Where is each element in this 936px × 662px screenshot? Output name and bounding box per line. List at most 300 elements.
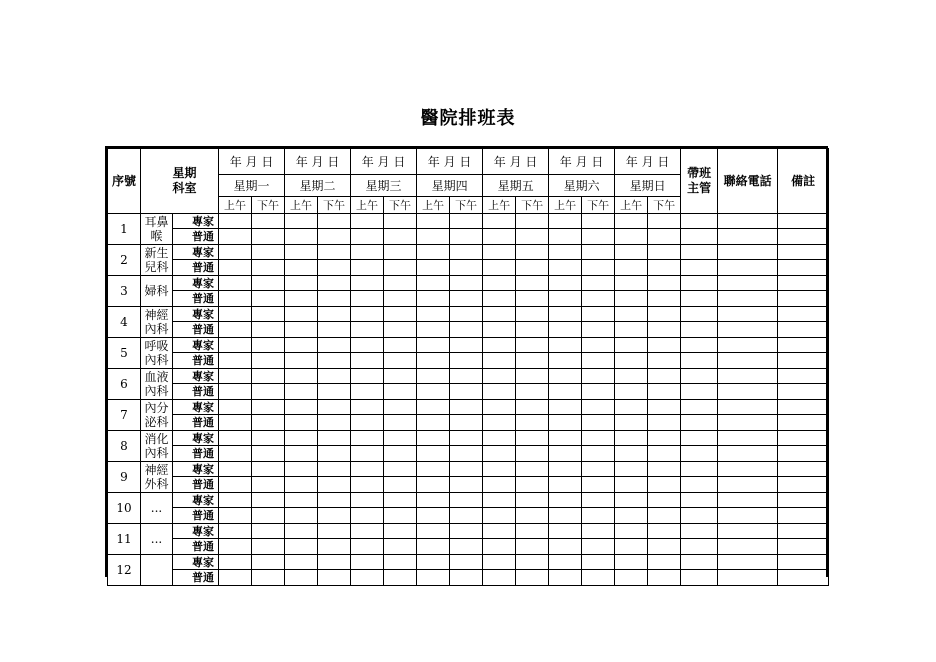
phone-cell[interactable]: [718, 400, 778, 415]
shift-cell[interactable]: [285, 245, 318, 260]
shift-cell[interactable]: [648, 338, 681, 353]
shift-cell[interactable]: [318, 400, 351, 415]
phone-cell[interactable]: [718, 369, 778, 384]
shift-cell[interactable]: [252, 524, 285, 539]
shift-cell[interactable]: [252, 291, 285, 307]
shift-cell[interactable]: [483, 508, 516, 524]
shift-cell[interactable]: [450, 493, 483, 508]
shift-cell[interactable]: [384, 400, 417, 415]
shift-cell[interactable]: [252, 508, 285, 524]
shift-cell[interactable]: [450, 214, 483, 229]
shift-cell[interactable]: [648, 570, 681, 586]
supervisor-cell[interactable]: [681, 446, 718, 462]
shift-cell[interactable]: [285, 229, 318, 245]
shift-cell[interactable]: [384, 276, 417, 291]
shift-cell[interactable]: [516, 431, 549, 446]
remarks-cell[interactable]: [778, 369, 829, 384]
shift-cell[interactable]: [582, 446, 615, 462]
shift-cell[interactable]: [219, 570, 252, 586]
shift-cell[interactable]: [615, 291, 648, 307]
shift-cell[interactable]: [285, 462, 318, 477]
shift-cell[interactable]: [615, 446, 648, 462]
shift-cell[interactable]: [549, 307, 582, 322]
shift-cell[interactable]: [351, 229, 384, 245]
shift-cell[interactable]: [516, 446, 549, 462]
shift-cell[interactable]: [384, 260, 417, 276]
shift-cell[interactable]: [417, 555, 450, 570]
shift-cell[interactable]: [219, 524, 252, 539]
remarks-cell[interactable]: [778, 229, 829, 245]
shift-cell[interactable]: [285, 338, 318, 353]
shift-cell[interactable]: [285, 570, 318, 586]
shift-cell[interactable]: [516, 493, 549, 508]
shift-cell[interactable]: [450, 322, 483, 338]
remarks-cell[interactable]: [778, 415, 829, 431]
phone-cell[interactable]: [718, 431, 778, 446]
shift-cell[interactable]: [384, 353, 417, 369]
shift-cell[interactable]: [483, 245, 516, 260]
shift-cell[interactable]: [582, 384, 615, 400]
shift-cell[interactable]: [351, 477, 384, 493]
shift-cell[interactable]: [483, 338, 516, 353]
shift-cell[interactable]: [417, 400, 450, 415]
shift-cell[interactable]: [252, 477, 285, 493]
shift-cell[interactable]: [516, 369, 549, 384]
shift-cell[interactable]: [549, 446, 582, 462]
shift-cell[interactable]: [582, 524, 615, 539]
shift-cell[interactable]: [615, 214, 648, 229]
shift-cell[interactable]: [582, 245, 615, 260]
shift-cell[interactable]: [450, 245, 483, 260]
shift-cell[interactable]: [219, 307, 252, 322]
shift-cell[interactable]: [219, 214, 252, 229]
shift-cell[interactable]: [483, 431, 516, 446]
shift-cell[interactable]: [351, 462, 384, 477]
shift-cell[interactable]: [219, 400, 252, 415]
shift-cell[interactable]: [351, 322, 384, 338]
shift-cell[interactable]: [252, 214, 285, 229]
shift-cell[interactable]: [351, 338, 384, 353]
shift-cell[interactable]: [582, 400, 615, 415]
shift-cell[interactable]: [285, 260, 318, 276]
shift-cell[interactable]: [351, 384, 384, 400]
shift-cell[interactable]: [384, 508, 417, 524]
shift-cell[interactable]: [483, 415, 516, 431]
shift-cell[interactable]: [615, 539, 648, 555]
shift-cell[interactable]: [318, 245, 351, 260]
remarks-cell[interactable]: [778, 214, 829, 229]
shift-cell[interactable]: [252, 369, 285, 384]
shift-cell[interactable]: [219, 353, 252, 369]
supervisor-cell[interactable]: [681, 570, 718, 586]
shift-cell[interactable]: [582, 260, 615, 276]
supervisor-cell[interactable]: [681, 539, 718, 555]
remarks-cell[interactable]: [778, 555, 829, 570]
shift-cell[interactable]: [417, 260, 450, 276]
shift-cell[interactable]: [285, 369, 318, 384]
shift-cell[interactable]: [450, 555, 483, 570]
phone-cell[interactable]: [718, 508, 778, 524]
shift-cell[interactable]: [549, 260, 582, 276]
shift-cell[interactable]: [252, 276, 285, 291]
shift-cell[interactable]: [351, 245, 384, 260]
shift-cell[interactable]: [384, 369, 417, 384]
remarks-cell[interactable]: [778, 384, 829, 400]
shift-cell[interactable]: [648, 276, 681, 291]
shift-cell[interactable]: [318, 307, 351, 322]
shift-cell[interactable]: [318, 431, 351, 446]
shift-cell[interactable]: [615, 384, 648, 400]
shift-cell[interactable]: [252, 555, 285, 570]
shift-cell[interactable]: [219, 555, 252, 570]
phone-cell[interactable]: [718, 322, 778, 338]
phone-cell[interactable]: [718, 570, 778, 586]
phone-cell[interactable]: [718, 338, 778, 353]
shift-cell[interactable]: [384, 462, 417, 477]
shift-cell[interactable]: [252, 446, 285, 462]
shift-cell[interactable]: [582, 307, 615, 322]
shift-cell[interactable]: [351, 214, 384, 229]
supervisor-cell[interactable]: [681, 462, 718, 477]
shift-cell[interactable]: [615, 555, 648, 570]
shift-cell[interactable]: [483, 446, 516, 462]
supervisor-cell[interactable]: [681, 338, 718, 353]
shift-cell[interactable]: [351, 493, 384, 508]
shift-cell[interactable]: [483, 291, 516, 307]
supervisor-cell[interactable]: [681, 307, 718, 322]
shift-cell[interactable]: [219, 291, 252, 307]
remarks-cell[interactable]: [778, 338, 829, 353]
supervisor-cell[interactable]: [681, 291, 718, 307]
shift-cell[interactable]: [417, 353, 450, 369]
remarks-cell[interactable]: [778, 307, 829, 322]
shift-cell[interactable]: [483, 493, 516, 508]
shift-cell[interactable]: [582, 415, 615, 431]
phone-cell[interactable]: [718, 353, 778, 369]
remarks-cell[interactable]: [778, 322, 829, 338]
phone-cell[interactable]: [718, 555, 778, 570]
shift-cell[interactable]: [450, 338, 483, 353]
phone-cell[interactable]: [718, 214, 778, 229]
shift-cell[interactable]: [384, 384, 417, 400]
shift-cell[interactable]: [219, 493, 252, 508]
shift-cell[interactable]: [450, 276, 483, 291]
shift-cell[interactable]: [648, 524, 681, 539]
shift-cell[interactable]: [648, 229, 681, 245]
shift-cell[interactable]: [450, 353, 483, 369]
shift-cell[interactable]: [351, 260, 384, 276]
shift-cell[interactable]: [582, 493, 615, 508]
shift-cell[interactable]: [648, 260, 681, 276]
phone-cell[interactable]: [718, 539, 778, 555]
shift-cell[interactable]: [516, 260, 549, 276]
shift-cell[interactable]: [252, 229, 285, 245]
shift-cell[interactable]: [450, 539, 483, 555]
shift-cell[interactable]: [483, 462, 516, 477]
shift-cell[interactable]: [648, 322, 681, 338]
shift-cell[interactable]: [648, 400, 681, 415]
shift-cell[interactable]: [384, 229, 417, 245]
shift-cell[interactable]: [483, 400, 516, 415]
shift-cell[interactable]: [285, 353, 318, 369]
shift-cell[interactable]: [615, 229, 648, 245]
shift-cell[interactable]: [417, 307, 450, 322]
shift-cell[interactable]: [516, 539, 549, 555]
shift-cell[interactable]: [516, 555, 549, 570]
shift-cell[interactable]: [582, 353, 615, 369]
shift-cell[interactable]: [582, 570, 615, 586]
shift-cell[interactable]: [648, 555, 681, 570]
shift-cell[interactable]: [417, 524, 450, 539]
remarks-cell[interactable]: [778, 291, 829, 307]
shift-cell[interactable]: [219, 384, 252, 400]
shift-cell[interactable]: [417, 276, 450, 291]
shift-cell[interactable]: [615, 508, 648, 524]
shift-cell[interactable]: [219, 369, 252, 384]
supervisor-cell[interactable]: [681, 508, 718, 524]
shift-cell[interactable]: [582, 555, 615, 570]
shift-cell[interactable]: [285, 477, 318, 493]
supervisor-cell[interactable]: [681, 431, 718, 446]
shift-cell[interactable]: [384, 245, 417, 260]
shift-cell[interactable]: [483, 524, 516, 539]
supervisor-cell[interactable]: [681, 229, 718, 245]
shift-cell[interactable]: [417, 245, 450, 260]
supervisor-cell[interactable]: [681, 245, 718, 260]
shift-cell[interactable]: [516, 214, 549, 229]
shift-cell[interactable]: [549, 477, 582, 493]
remarks-cell[interactable]: [778, 276, 829, 291]
shift-cell[interactable]: [285, 431, 318, 446]
phone-cell[interactable]: [718, 477, 778, 493]
shift-cell[interactable]: [318, 229, 351, 245]
shift-cell[interactable]: [351, 353, 384, 369]
shift-cell[interactable]: [483, 384, 516, 400]
shift-cell[interactable]: [318, 446, 351, 462]
phone-cell[interactable]: [718, 462, 778, 477]
shift-cell[interactable]: [582, 462, 615, 477]
supervisor-cell[interactable]: [681, 477, 718, 493]
shift-cell[interactable]: [417, 539, 450, 555]
shift-cell[interactable]: [417, 229, 450, 245]
shift-cell[interactable]: [417, 570, 450, 586]
shift-cell[interactable]: [285, 415, 318, 431]
remarks-cell[interactable]: [778, 570, 829, 586]
shift-cell[interactable]: [648, 539, 681, 555]
shift-cell[interactable]: [648, 493, 681, 508]
shift-cell[interactable]: [384, 570, 417, 586]
shift-cell[interactable]: [384, 555, 417, 570]
phone-cell[interactable]: [718, 245, 778, 260]
shift-cell[interactable]: [450, 260, 483, 276]
shift-cell[interactable]: [285, 555, 318, 570]
supervisor-cell[interactable]: [681, 322, 718, 338]
shift-cell[interactable]: [285, 539, 318, 555]
shift-cell[interactable]: [450, 384, 483, 400]
shift-cell[interactable]: [351, 524, 384, 539]
shift-cell[interactable]: [582, 276, 615, 291]
shift-cell[interactable]: [417, 322, 450, 338]
shift-cell[interactable]: [582, 539, 615, 555]
shift-cell[interactable]: [450, 570, 483, 586]
shift-cell[interactable]: [384, 338, 417, 353]
shift-cell[interactable]: [483, 555, 516, 570]
remarks-cell[interactable]: [778, 493, 829, 508]
shift-cell[interactable]: [615, 415, 648, 431]
shift-cell[interactable]: [615, 322, 648, 338]
shift-cell[interactable]: [318, 570, 351, 586]
shift-cell[interactable]: [318, 353, 351, 369]
shift-cell[interactable]: [351, 539, 384, 555]
remarks-cell[interactable]: [778, 462, 829, 477]
shift-cell[interactable]: [582, 369, 615, 384]
shift-cell[interactable]: [417, 431, 450, 446]
shift-cell[interactable]: [318, 524, 351, 539]
shift-cell[interactable]: [615, 276, 648, 291]
shift-cell[interactable]: [417, 338, 450, 353]
shift-cell[interactable]: [285, 291, 318, 307]
shift-cell[interactable]: [549, 384, 582, 400]
shift-cell[interactable]: [318, 338, 351, 353]
shift-cell[interactable]: [219, 431, 252, 446]
remarks-cell[interactable]: [778, 431, 829, 446]
shift-cell[interactable]: [252, 260, 285, 276]
shift-cell[interactable]: [318, 260, 351, 276]
shift-cell[interactable]: [615, 245, 648, 260]
phone-cell[interactable]: [718, 524, 778, 539]
supervisor-cell[interactable]: [681, 415, 718, 431]
shift-cell[interactable]: [450, 369, 483, 384]
shift-cell[interactable]: [615, 400, 648, 415]
shift-cell[interactable]: [648, 369, 681, 384]
shift-cell[interactable]: [219, 245, 252, 260]
shift-cell[interactable]: [417, 214, 450, 229]
shift-cell[interactable]: [582, 214, 615, 229]
shift-cell[interactable]: [219, 477, 252, 493]
shift-cell[interactable]: [285, 508, 318, 524]
shift-cell[interactable]: [219, 462, 252, 477]
shift-cell[interactable]: [648, 245, 681, 260]
remarks-cell[interactable]: [778, 353, 829, 369]
shift-cell[interactable]: [549, 322, 582, 338]
shift-cell[interactable]: [549, 462, 582, 477]
shift-cell[interactable]: [285, 307, 318, 322]
phone-cell[interactable]: [718, 493, 778, 508]
phone-cell[interactable]: [718, 291, 778, 307]
shift-cell[interactable]: [582, 229, 615, 245]
shift-cell[interactable]: [318, 508, 351, 524]
shift-cell[interactable]: [252, 307, 285, 322]
shift-cell[interactable]: [516, 508, 549, 524]
shift-cell[interactable]: [417, 508, 450, 524]
shift-cell[interactable]: [615, 524, 648, 539]
shift-cell[interactable]: [516, 276, 549, 291]
shift-cell[interactable]: [648, 214, 681, 229]
phone-cell[interactable]: [718, 276, 778, 291]
shift-cell[interactable]: [516, 291, 549, 307]
shift-cell[interactable]: [615, 462, 648, 477]
shift-cell[interactable]: [549, 229, 582, 245]
shift-cell[interactable]: [483, 276, 516, 291]
shift-cell[interactable]: [219, 260, 252, 276]
shift-cell[interactable]: [351, 446, 384, 462]
shift-cell[interactable]: [318, 462, 351, 477]
shift-cell[interactable]: [450, 508, 483, 524]
shift-cell[interactable]: [648, 384, 681, 400]
shift-cell[interactable]: [252, 493, 285, 508]
shift-cell[interactable]: [582, 431, 615, 446]
shift-cell[interactable]: [219, 276, 252, 291]
shift-cell[interactable]: [615, 477, 648, 493]
supervisor-cell[interactable]: [681, 260, 718, 276]
shift-cell[interactable]: [318, 555, 351, 570]
shift-cell[interactable]: [648, 508, 681, 524]
shift-cell[interactable]: [549, 369, 582, 384]
phone-cell[interactable]: [718, 415, 778, 431]
shift-cell[interactable]: [483, 570, 516, 586]
shift-cell[interactable]: [318, 276, 351, 291]
shift-cell[interactable]: [516, 462, 549, 477]
shift-cell[interactable]: [549, 555, 582, 570]
shift-cell[interactable]: [351, 369, 384, 384]
shift-cell[interactable]: [582, 322, 615, 338]
shift-cell[interactable]: [285, 384, 318, 400]
shift-cell[interactable]: [648, 415, 681, 431]
shift-cell[interactable]: [417, 291, 450, 307]
shift-cell[interactable]: [252, 570, 285, 586]
shift-cell[interactable]: [318, 415, 351, 431]
remarks-cell[interactable]: [778, 539, 829, 555]
shift-cell[interactable]: [252, 415, 285, 431]
shift-cell[interactable]: [252, 245, 285, 260]
shift-cell[interactable]: [549, 570, 582, 586]
shift-cell[interactable]: [219, 446, 252, 462]
shift-cell[interactable]: [384, 493, 417, 508]
shift-cell[interactable]: [516, 570, 549, 586]
shift-cell[interactable]: [648, 446, 681, 462]
phone-cell[interactable]: [718, 307, 778, 322]
shift-cell[interactable]: [318, 477, 351, 493]
shift-cell[interactable]: [351, 276, 384, 291]
shift-cell[interactable]: [351, 291, 384, 307]
shift-cell[interactable]: [252, 400, 285, 415]
shift-cell[interactable]: [483, 539, 516, 555]
shift-cell[interactable]: [252, 462, 285, 477]
shift-cell[interactable]: [582, 338, 615, 353]
shift-cell[interactable]: [615, 431, 648, 446]
shift-cell[interactable]: [318, 369, 351, 384]
shift-cell[interactable]: [351, 555, 384, 570]
shift-cell[interactable]: [384, 307, 417, 322]
shift-cell[interactable]: [351, 400, 384, 415]
remarks-cell[interactable]: [778, 524, 829, 539]
shift-cell[interactable]: [615, 307, 648, 322]
shift-cell[interactable]: [483, 477, 516, 493]
shift-cell[interactable]: [549, 524, 582, 539]
shift-cell[interactable]: [615, 570, 648, 586]
shift-cell[interactable]: [450, 524, 483, 539]
shift-cell[interactable]: [549, 276, 582, 291]
shift-cell[interactable]: [318, 539, 351, 555]
phone-cell[interactable]: [718, 229, 778, 245]
shift-cell[interactable]: [615, 369, 648, 384]
remarks-cell[interactable]: [778, 508, 829, 524]
shift-cell[interactable]: [648, 431, 681, 446]
shift-cell[interactable]: [384, 322, 417, 338]
shift-cell[interactable]: [450, 431, 483, 446]
shift-cell[interactable]: [483, 307, 516, 322]
shift-cell[interactable]: [318, 322, 351, 338]
